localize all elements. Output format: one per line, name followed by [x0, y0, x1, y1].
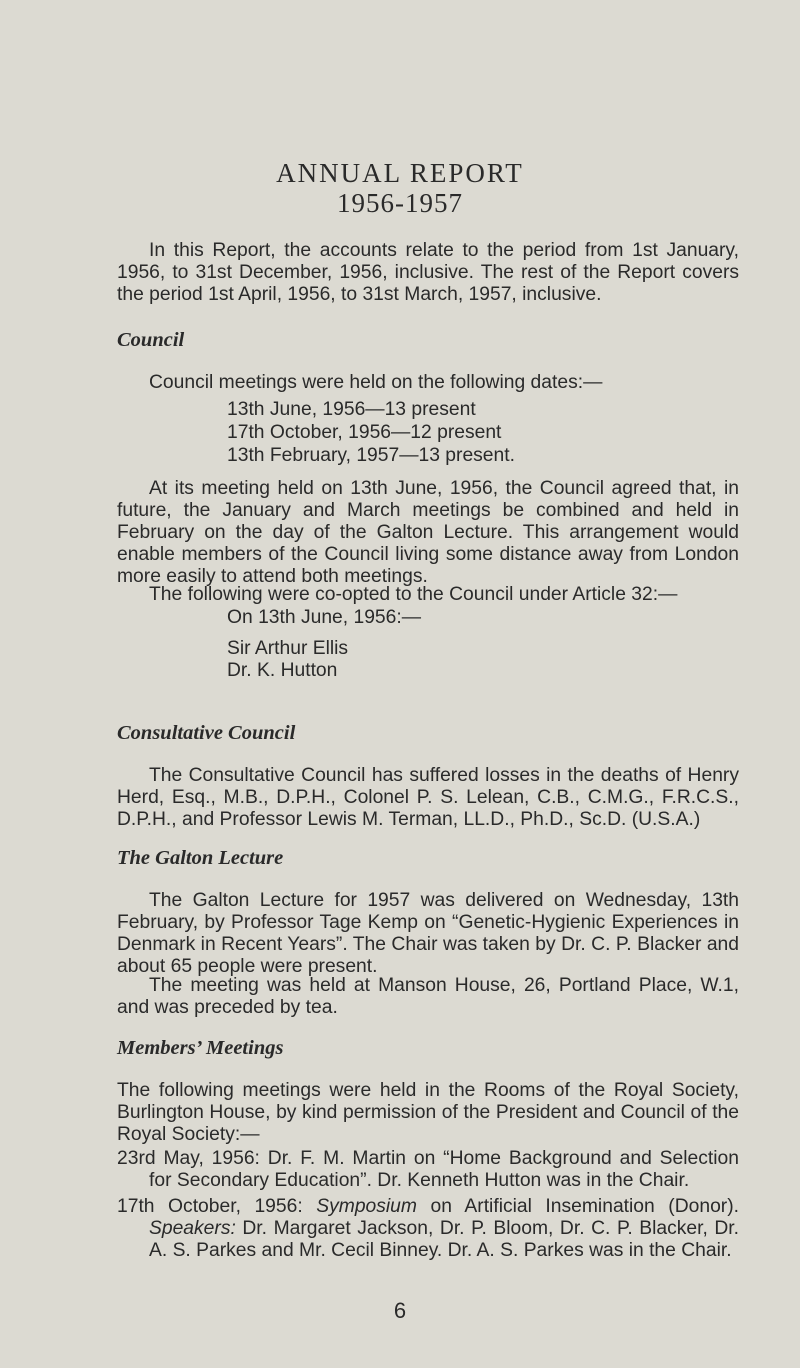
report-title: ANNUAL REPORT [276, 158, 524, 188]
consultative-heading: Consultative Council [117, 722, 296, 744]
galton-paragraph-2: The meeting was held at Manson House, 26, Portland Place, W.1, and was preceded by tea. [117, 975, 739, 1018]
report-years: 1956-1957 [337, 188, 463, 218]
council-paragraph: At its meeting held on 13th June, 1956, the Council agreed that, in future, the January and March meetings be combined and held in February on the day of the Galton Lecture. This arrangement would enable members of the Council living some distance away from London more easily to attend both meetings. [117, 478, 739, 587]
council-heading: Council [117, 329, 185, 351]
council-date-3: 13th February, 1957—13 present. [227, 445, 515, 466]
m2-date: 17th October, 1956: [117, 1196, 317, 1217]
council-date-2: 17th October, 1956—12 present [227, 422, 502, 443]
coopted-name-2: Dr. K. Hutton [227, 660, 338, 681]
m2-speakers: Dr. Margaret Jackson, Dr. P. Bloom, Dr. C. P. Blacker, Dr. A. S. Parkes and Mr. Cecil Binney. Dr. A. S. Parkes was in the Chair. [149, 1218, 739, 1261]
page-number: 6 [393, 1298, 407, 1323]
members-meeting-1: 23rd May, 1956: Dr. F. M. Martin on “Home Background and Selection for Secondary Education”. Dr. Kenneth Hutton was in the Chair. [117, 1148, 739, 1191]
galton-heading: The Galton Lecture [117, 847, 284, 869]
members-heading: Members’ Meetings [117, 1037, 284, 1059]
m2-topic: on Artificial Insemination (Donor). [416, 1196, 739, 1217]
council-date-1: 13th June, 1956—13 present [227, 399, 476, 420]
intro-paragraph: In this Report, the accounts relate to the period from 1st January, 1956, to 31st December, 1956, inclusive. The rest of the Report covers the period 1st April, 1956, to 31st March, 1957, inclusive. [117, 240, 739, 305]
m2-symposium: Symposium [316, 1196, 417, 1217]
members-intro: The following meetings were held in the Rooms of the Royal Society, Burlington House, by kind permission of the President and Council of the Royal Society:— [117, 1080, 739, 1145]
council-meetings-intro: Council meetings were held on the following dates:— [149, 372, 603, 393]
consultative-paragraph: The Consultative Council has suffered losses in the deaths of Henry Herd, Esq., M.B., D.P.H., Colonel P. S. Lelean, C.B., C.M.G., F.R.C.S., D.P.H., and Professor Lewis M. Terman, LL.D., Ph.D., Sc.D. (U.S.A.) [117, 765, 739, 830]
galton-paragraph-1: The Galton Lecture for 1957 was delivered on Wednesday, 13th February, by Professor Tage Kemp on “Genetic-Hygienic Experiences in Denmark in Recent Years”. The Chair was taken by Dr. C. P. Blacker and about 65 people were present. [117, 890, 739, 977]
coopted-name-1: Sir Arthur Ellis [227, 638, 349, 659]
coopted-intro: The following were co-opted to the Council under Article 32:— [149, 584, 678, 605]
members-meeting-2 [117, 1196, 739, 1262]
coopted-date: On 13th June, 1956:— [227, 607, 422, 628]
m2-speakers-label: Speakers: [149, 1218, 236, 1239]
